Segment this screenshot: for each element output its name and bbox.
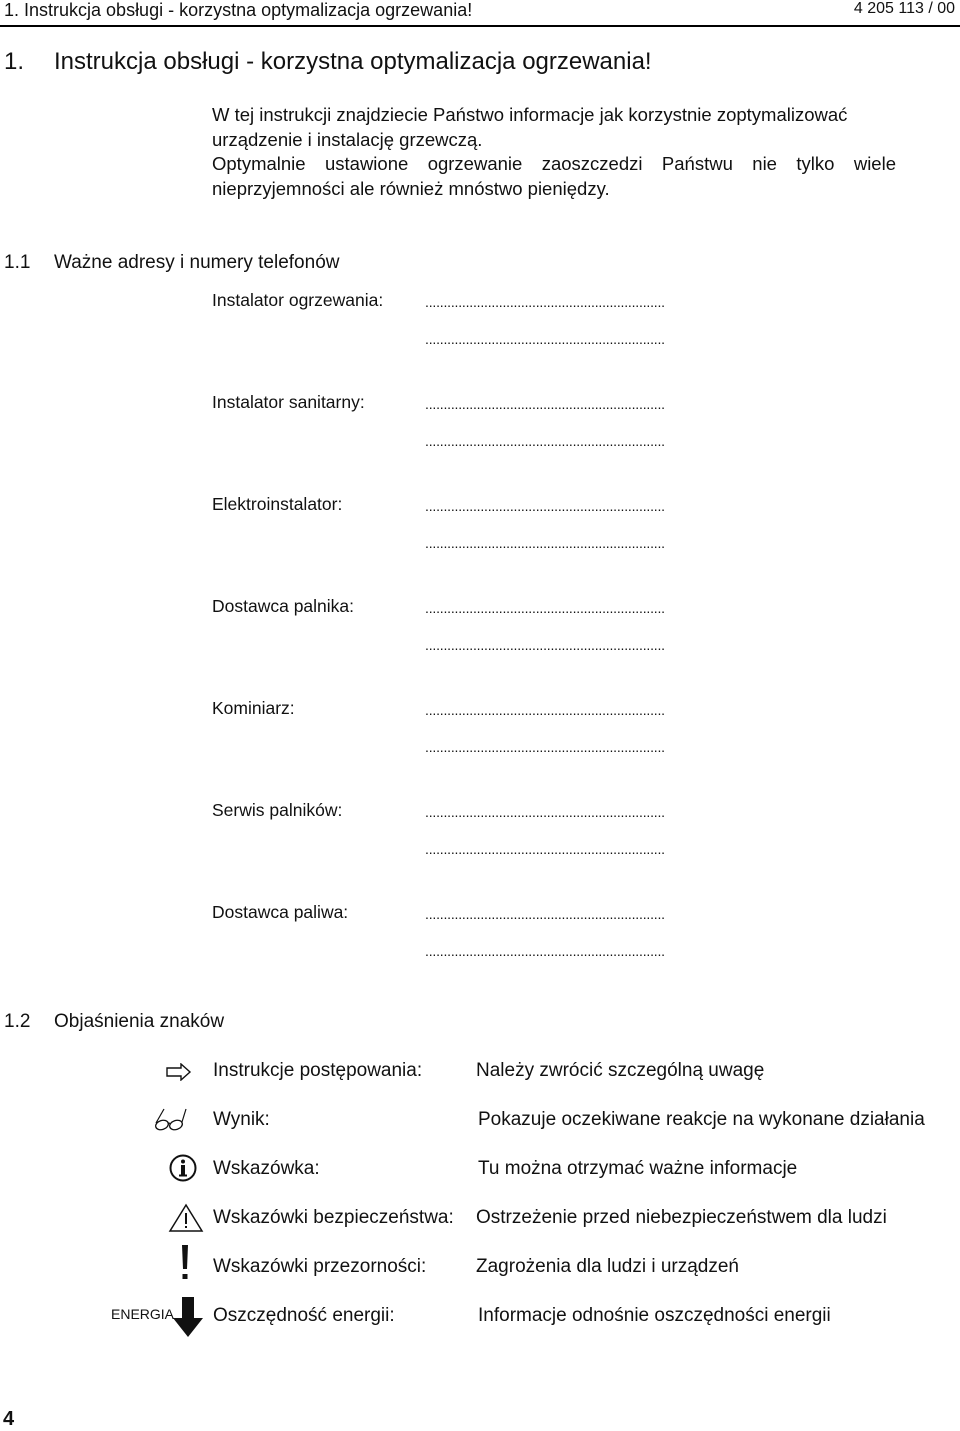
- symbol-label-caution: Wskazówki przezorności:: [213, 1256, 427, 1277]
- exclamation-icon: [179, 1244, 191, 1282]
- fill-line[interactable]: .................................................................: [425, 739, 665, 755]
- energy-arrow-icon: [172, 1296, 204, 1338]
- section-number: 1.: [4, 48, 25, 75]
- fill-line[interactable]: .................................................................: [425, 702, 665, 718]
- fill-line[interactable]: .................................................................: [425, 637, 665, 653]
- fill-line[interactable]: .................................................................: [425, 498, 665, 514]
- section-title: [4, 48, 652, 76]
- contact-label-electrician: Elektroinstalator:: [212, 494, 343, 514]
- symbol-desc-result: Pokazuje oczekiwane reakcje na wykonane działania: [478, 1109, 925, 1130]
- fill-line[interactable]: .................................................................: [425, 906, 665, 922]
- energy-icon-label: ENERGIA: [111, 1306, 175, 1322]
- fill-line[interactable]: .................................................................: [425, 331, 665, 347]
- document-code: 4 205 113 / 00: [853, 0, 955, 17]
- fill-line[interactable]: .................................................................: [425, 433, 665, 449]
- intro-paragraph-1: W tej instrukcji znajdziecie Państwo informacje jak korzystnie zoptymalizować urządzenie i instalację grzewczą.: [212, 104, 848, 150]
- symbol-desc-instructions: Należy zwrócić szczególną uwagę: [476, 1060, 765, 1081]
- symbol-label-instructions: Instrukcje postępowania:: [213, 1060, 423, 1081]
- glasses-icon: [153, 1106, 187, 1132]
- fill-line[interactable]: .................................................................: [425, 294, 665, 310]
- symbol-label-hint: Wskazówka:: [213, 1158, 320, 1179]
- subsection-symbols-heading: [4, 1011, 224, 1033]
- subsection-title: Objaśnienia znaków: [54, 1011, 225, 1032]
- symbol-label-energy: Oszczędność energii:: [213, 1305, 395, 1326]
- fill-line[interactable]: .................................................................: [425, 600, 665, 616]
- contact-label-chimney-sweep: Kominiarz:: [212, 698, 295, 718]
- fill-line[interactable]: .................................................................: [425, 804, 665, 820]
- symbol-desc-hint: Tu można otrzymać ważne informacje: [478, 1158, 798, 1179]
- header-divider: [0, 25, 960, 27]
- header-title: 1. Instrukcja obsługi - korzystna optymalizacja ogrzewania!: [4, 0, 473, 20]
- symbol-label-result: Wynik:: [213, 1109, 270, 1130]
- symbol-desc-safety: Ostrzeżenie przed niebezpieczeństwem dla ludzi: [476, 1207, 887, 1228]
- contact-label-sanitary-installer: Instalator sanitarny:: [212, 392, 365, 412]
- subsection-title: Ważne adresy i numery telefonów: [54, 252, 340, 273]
- subsection-number: 1.1: [4, 252, 31, 273]
- fill-line[interactable]: .................................................................: [425, 535, 665, 551]
- fill-line[interactable]: .................................................................: [425, 841, 665, 857]
- symbol-desc-caution: Zagrożenia dla ludzi i urządzeń: [476, 1256, 739, 1277]
- fill-line[interactable]: .................................................................: [425, 943, 665, 959]
- intro-paragraph-2: Optymalnie ustawione ogrzewanie zaoszczedzi Państwu nie tylko wiele nieprzyjemności ale również mnóstwo pieniędzy.: [212, 153, 896, 199]
- symbol-label-safety: Wskazówki bezpieczeństwa:: [213, 1207, 454, 1228]
- fill-line[interactable]: .................................................................: [425, 396, 665, 412]
- contact-label-burner-service: Serwis palników:: [212, 800, 343, 820]
- arrow-right-outline-icon: [166, 1063, 192, 1081]
- section-title-text: Instrukcja obsługi - korzystna optymalizacja ogrzewania!: [54, 48, 652, 75]
- page-number: 4: [3, 1408, 15, 1430]
- contact-label-fuel-supplier: Dostawca paliwa:: [212, 902, 349, 922]
- warning-triangle-icon: [168, 1203, 204, 1233]
- contact-label-heating-installer: Instalator ogrzewania:: [212, 290, 384, 310]
- contact-label-burner-supplier: Dostawca palnika:: [212, 596, 355, 616]
- symbol-desc-energy: Informacje odnośnie oszczędności energii: [478, 1305, 831, 1326]
- subsection-number: 1.2: [4, 1011, 31, 1032]
- subsection-addresses-heading: [4, 252, 339, 274]
- info-icon: [169, 1154, 197, 1182]
